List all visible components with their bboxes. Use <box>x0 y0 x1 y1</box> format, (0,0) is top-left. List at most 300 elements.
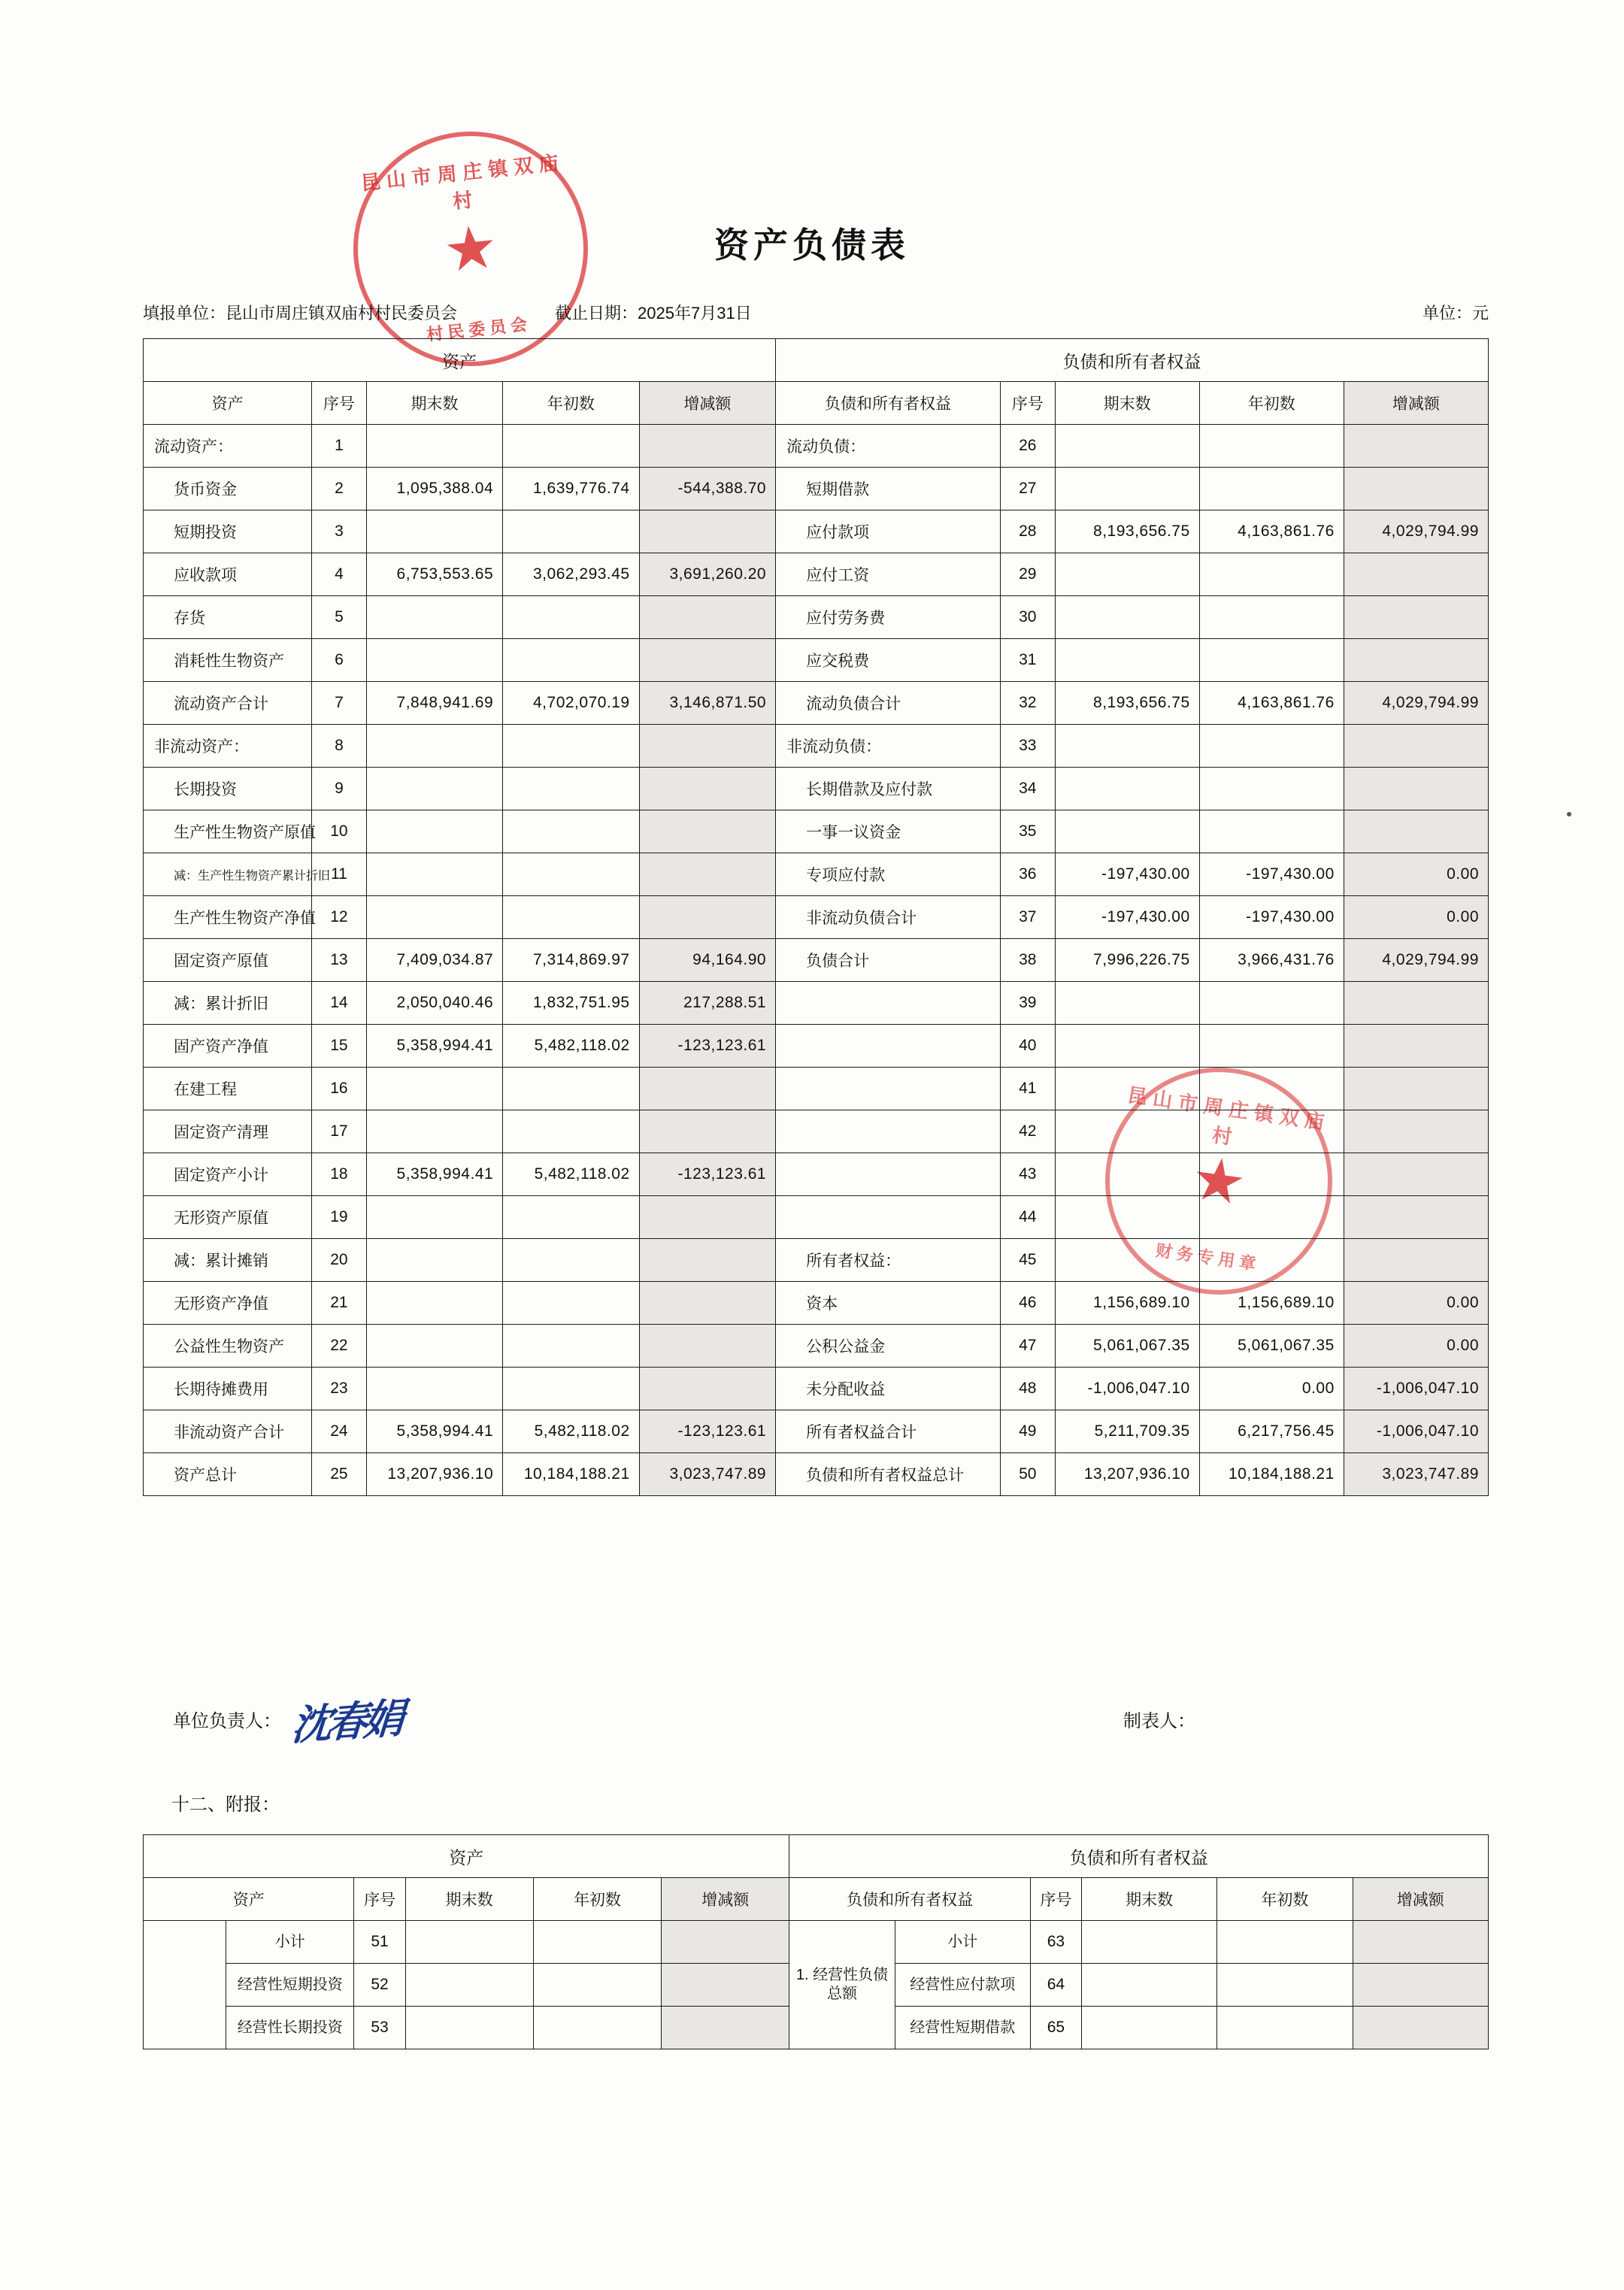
asset-year-begin <box>503 1368 639 1410</box>
liability-change <box>1344 1153 1488 1196</box>
asset-period-end <box>366 1196 502 1239</box>
header-group-liabilities: 负债和所有者权益 <box>776 339 1489 382</box>
liability-year-begin: 6,217,756.45 <box>1199 1410 1344 1453</box>
asset-year-begin <box>503 425 639 468</box>
asset-seq: 15 <box>312 1025 367 1068</box>
asset-change: -123,123.61 <box>639 1025 775 1068</box>
table-row <box>144 682 1489 725</box>
liability-name: 应付款项 <box>776 510 1001 553</box>
appendix-header-group-assets: 资产 <box>144 1835 789 1878</box>
table-row <box>144 468 1489 510</box>
liability-year-begin <box>1199 1239 1344 1282</box>
col-asset-seq: 序号 <box>312 382 367 425</box>
table-row <box>144 768 1489 810</box>
asset-year-begin <box>503 596 639 639</box>
liability-seq: 32 <box>1000 682 1055 725</box>
asset-name: 固定资产原值 <box>144 939 312 982</box>
asset-change: 217,288.51 <box>639 982 775 1025</box>
asset-name: 资产总计 <box>144 1453 312 1496</box>
liability-name: 资本 <box>776 1282 1001 1325</box>
asset-name: 短期投资 <box>144 510 312 553</box>
asset-year-begin: 1,832,751.95 <box>503 982 639 1025</box>
asset-period-end <box>366 1239 502 1282</box>
table-row <box>144 553 1489 596</box>
responsible-person-label: 单位负责人： <box>173 1711 281 1731</box>
liability-seq: 50 <box>1000 1453 1055 1496</box>
table-row <box>144 596 1489 639</box>
liability-name: 未分配收益 <box>776 1368 1001 1410</box>
liability-seq: 26 <box>1000 425 1055 468</box>
liability-year-begin <box>1199 982 1344 1025</box>
liability-seq: 48 <box>1000 1368 1055 1410</box>
asset-year-begin <box>503 1239 639 1282</box>
appendix-liability-name: 经营性应付款项 <box>895 1964 1030 2007</box>
liability-name: 短期借款 <box>776 468 1001 510</box>
appendix-asset-year-begin <box>533 2007 661 2049</box>
asset-seq: 19 <box>312 1196 367 1239</box>
liability-change <box>1344 1239 1488 1282</box>
appendix-asset-change <box>662 2007 789 2049</box>
appendix-title: 十二、附报： <box>171 1795 280 1815</box>
asset-year-begin: 4,702,070.19 <box>503 682 639 725</box>
table-row <box>144 1239 1489 1282</box>
asset-seq: 3 <box>312 510 367 553</box>
asset-year-begin <box>503 810 639 853</box>
asset-period-end: 7,409,034.87 <box>366 939 502 982</box>
liability-change <box>1344 1196 1488 1239</box>
liability-year-begin <box>1199 1110 1344 1153</box>
asset-period-end: 5,358,994.41 <box>366 1025 502 1068</box>
liability-period-end: 8,193,656.75 <box>1055 510 1199 553</box>
asset-year-begin <box>503 768 639 810</box>
asset-period-end: 7,848,941.69 <box>366 682 502 725</box>
asset-change: 94,164.90 <box>639 939 775 982</box>
liability-period-end: 5,211,709.35 <box>1055 1410 1199 1453</box>
asset-seq: 16 <box>312 1068 367 1110</box>
table-row <box>144 425 1489 468</box>
liability-period-end <box>1055 639 1199 682</box>
liability-change <box>1344 596 1488 639</box>
appendix-asset-seq: 51 <box>354 1921 405 1964</box>
table-row <box>144 1410 1489 1453</box>
asset-period-end: 13,207,936.10 <box>366 1453 502 1496</box>
appendix-asset-period-end <box>405 2007 533 2049</box>
asset-change <box>639 596 775 639</box>
liability-change: 4,029,794.99 <box>1344 939 1488 982</box>
liability-name: 负债和所有者权益总计 <box>776 1453 1001 1496</box>
liability-period-end <box>1055 425 1199 468</box>
report-date-label: 截止日期： <box>555 304 638 323</box>
asset-change <box>639 768 775 810</box>
appendix-liability-seq: 65 <box>1030 2007 1081 2049</box>
liability-year-begin <box>1199 725 1344 768</box>
asset-period-end <box>366 810 502 853</box>
seal2-bottom-text: 财务专用章 <box>1154 1240 1262 1274</box>
liability-change: 0.00 <box>1344 853 1488 896</box>
asset-seq: 9 <box>312 768 367 810</box>
appendix-col-asset-name: 资产 <box>144 1878 354 1921</box>
liability-year-begin <box>1199 1153 1344 1196</box>
asset-period-end: 2,050,040.46 <box>366 982 502 1025</box>
report-date <box>555 301 752 324</box>
appendix-asset-period-end <box>405 1921 533 1964</box>
liability-name: 专项应付款 <box>776 853 1001 896</box>
currency-unit-label: 单位：元 <box>1422 304 1489 323</box>
liability-seq: 49 <box>1000 1410 1055 1453</box>
asset-seq: 1 <box>312 425 367 468</box>
appendix-col-asset-period-end: 期末数 <box>405 1878 533 1921</box>
liability-change: 0.00 <box>1344 1282 1488 1325</box>
table-row <box>144 510 1489 553</box>
appendix-right-group-label: 1. 经营性负债总额 <box>789 1921 895 2049</box>
liability-change <box>1344 768 1488 810</box>
asset-name: 无形资产净值 <box>144 1282 312 1325</box>
liability-seq: 41 <box>1000 1068 1055 1110</box>
asset-change: -123,123.61 <box>639 1410 775 1453</box>
appendix-col-liability-year-begin: 年初数 <box>1217 1878 1353 1921</box>
asset-name: 在建工程 <box>144 1068 312 1110</box>
asset-change <box>639 896 775 939</box>
liability-year-begin <box>1199 553 1344 596</box>
asset-period-end <box>366 1068 502 1110</box>
liability-change: 0.00 <box>1344 896 1488 939</box>
asset-period-end <box>366 1325 502 1368</box>
asset-period-end <box>366 768 502 810</box>
asset-year-begin <box>503 1196 639 1239</box>
asset-change <box>639 510 775 553</box>
liability-seq: 35 <box>1000 810 1055 853</box>
liability-change <box>1344 1068 1488 1110</box>
seal-bottom-text: 村民委员会 <box>426 314 533 344</box>
liability-year-begin <box>1199 768 1344 810</box>
liability-period-end <box>1055 1025 1199 1068</box>
table-row <box>144 810 1489 853</box>
asset-name: 固产资产净值 <box>144 1025 312 1068</box>
asset-year-begin <box>503 1110 639 1153</box>
col-liability-change: 增减额 <box>1344 382 1488 425</box>
asset-change <box>639 1282 775 1325</box>
page-title: 资产负债表 <box>714 226 910 265</box>
appendix-liability-year-begin <box>1217 2007 1353 2049</box>
liability-seq: 39 <box>1000 982 1055 1025</box>
liability-name: 所有者权益： <box>776 1239 1001 1282</box>
liability-period-end <box>1055 468 1199 510</box>
liability-year-begin: 1,156,689.10 <box>1199 1282 1344 1325</box>
asset-seq: 12 <box>312 896 367 939</box>
asset-change <box>639 1325 775 1368</box>
liability-change <box>1344 468 1488 510</box>
asset-name: 应收款项 <box>144 553 312 596</box>
liability-period-end: 5,061,067.35 <box>1055 1325 1199 1368</box>
asset-period-end: 1,095,388.04 <box>366 468 502 510</box>
liability-period-end <box>1055 1239 1199 1282</box>
liability-seq: 36 <box>1000 853 1055 896</box>
liability-period-end: 8,193,656.75 <box>1055 682 1199 725</box>
seal-star-icon: ★ <box>440 212 501 285</box>
asset-year-begin: 5,482,118.02 <box>503 1153 639 1196</box>
liability-seq: 47 <box>1000 1325 1055 1368</box>
asset-period-end <box>366 1110 502 1153</box>
liability-name: 公积公益金 <box>776 1325 1001 1368</box>
asset-year-begin <box>503 725 639 768</box>
col-liability-period-end: 期末数 <box>1055 382 1199 425</box>
liability-year-begin: -197,430.00 <box>1199 896 1344 939</box>
asset-change: 3,691,260.20 <box>639 553 775 596</box>
asset-period-end: 5,358,994.41 <box>366 1153 502 1196</box>
liability-seq: 42 <box>1000 1110 1055 1153</box>
col-asset-period-end: 期末数 <box>366 382 502 425</box>
appendix-asset-period-end <box>405 1964 533 2007</box>
liability-name <box>776 1110 1001 1153</box>
asset-change <box>639 1068 775 1110</box>
asset-period-end <box>366 639 502 682</box>
appendix-liability-year-begin <box>1217 1964 1353 2007</box>
table-row <box>144 1153 1489 1196</box>
liability-seq: 40 <box>1000 1025 1055 1068</box>
table-row <box>144 896 1489 939</box>
liability-period-end <box>1055 1196 1199 1239</box>
asset-period-end <box>366 510 502 553</box>
appendix-asset-seq: 53 <box>354 2007 405 2049</box>
liability-name: 非流动负债： <box>776 725 1001 768</box>
col-asset-name: 资产 <box>144 382 312 425</box>
asset-change <box>639 1368 775 1410</box>
liability-period-end <box>1055 1153 1199 1196</box>
asset-seq: 24 <box>312 1410 367 1453</box>
asset-seq: 11 <box>312 853 367 896</box>
liability-change: 4,029,794.99 <box>1344 510 1488 553</box>
liability-seq: 45 <box>1000 1239 1055 1282</box>
liability-seq: 38 <box>1000 939 1055 982</box>
liability-seq: 37 <box>1000 896 1055 939</box>
liability-seq: 30 <box>1000 596 1055 639</box>
table-row <box>144 1068 1489 1110</box>
table-row <box>144 1110 1489 1153</box>
liability-year-begin: 5,061,067.35 <box>1199 1325 1344 1368</box>
liability-period-end: 13,207,936.10 <box>1055 1453 1199 1496</box>
asset-seq: 10 <box>312 810 367 853</box>
asset-change: 3,023,747.89 <box>639 1453 775 1496</box>
liability-year-begin <box>1199 1196 1344 1239</box>
table-row <box>144 1325 1489 1368</box>
liability-change <box>1344 982 1488 1025</box>
liability-year-begin <box>1199 1025 1344 1068</box>
appendix-liability-change <box>1353 1964 1488 2007</box>
asset-name: 流动资产合计 <box>144 682 312 725</box>
signature-row <box>173 1690 1451 1748</box>
liability-seq: 29 <box>1000 553 1055 596</box>
asset-year-begin <box>503 896 639 939</box>
liability-year-begin: 3,966,431.76 <box>1199 939 1344 982</box>
liability-change: 3,023,747.89 <box>1344 1453 1488 1496</box>
table-row <box>144 1196 1489 1239</box>
asset-change <box>639 639 775 682</box>
col-asset-change: 增减额 <box>639 382 775 425</box>
appendix-col-asset-change: 增减额 <box>662 1878 789 1921</box>
asset-period-end <box>366 425 502 468</box>
asset-year-begin <box>503 1325 639 1368</box>
asset-seq: 7 <box>312 682 367 725</box>
appendix-table <box>143 1834 1489 2049</box>
appendix-asset-year-begin <box>533 1964 661 2007</box>
report-date-value: 2025年7月31日 <box>638 304 752 323</box>
liability-year-begin <box>1199 596 1344 639</box>
liability-period-end <box>1055 1110 1199 1153</box>
liability-period-end: 7,996,226.75 <box>1055 939 1199 982</box>
asset-change <box>639 853 775 896</box>
asset-seq: 21 <box>312 1282 367 1325</box>
table-row <box>144 639 1489 682</box>
asset-period-end <box>366 596 502 639</box>
appendix-liability-seq: 64 <box>1030 1964 1081 2007</box>
appendix-liability-seq: 63 <box>1030 1921 1081 1964</box>
liability-change: 0.00 <box>1344 1325 1488 1368</box>
appendix-header-group-liabilities: 负债和所有者权益 <box>789 1835 1489 1878</box>
appendix-liability-change <box>1353 1921 1488 1964</box>
asset-year-begin <box>503 1282 639 1325</box>
asset-year-begin: 10,184,188.21 <box>503 1453 639 1496</box>
liability-name: 负债合计 <box>776 939 1001 982</box>
asset-period-end <box>366 725 502 768</box>
asset-seq: 18 <box>312 1153 367 1196</box>
liability-change: 4,029,794.99 <box>1344 682 1488 725</box>
asset-name: 非流动资产： <box>144 725 312 768</box>
liability-name: 流动负债： <box>776 425 1001 468</box>
asset-seq: 6 <box>312 639 367 682</box>
liability-name <box>776 982 1001 1025</box>
col-liability-seq: 序号 <box>1000 382 1055 425</box>
liability-year-begin: 4,163,861.76 <box>1199 682 1344 725</box>
asset-year-begin <box>503 639 639 682</box>
asset-year-begin: 5,482,118.02 <box>503 1410 639 1453</box>
filler-unit-label: 填报单位： <box>143 304 226 323</box>
appendix-row <box>144 1921 1489 1964</box>
asset-period-end: 5,358,994.41 <box>366 1410 502 1453</box>
liability-change <box>1344 639 1488 682</box>
liability-period-end <box>1055 982 1199 1025</box>
liability-change <box>1344 1110 1488 1153</box>
asset-change: -123,123.61 <box>639 1153 775 1196</box>
document-meta <box>143 301 1489 324</box>
asset-year-begin: 3,062,293.45 <box>503 553 639 596</box>
liability-change: -1,006,047.10 <box>1344 1368 1488 1410</box>
asset-seq: 20 <box>312 1239 367 1282</box>
asset-seq: 2 <box>312 468 367 510</box>
asset-name: 流动资产： <box>144 425 312 468</box>
liability-period-end <box>1055 768 1199 810</box>
col-liability-year-begin: 年初数 <box>1199 382 1344 425</box>
liability-name: 应付劳务费 <box>776 596 1001 639</box>
asset-seq: 5 <box>312 596 367 639</box>
asset-seq: 25 <box>312 1453 367 1496</box>
appendix-col-asset-seq: 序号 <box>354 1878 405 1921</box>
asset-year-begin: 1,639,776.74 <box>503 468 639 510</box>
liability-name <box>776 1153 1001 1196</box>
asset-period-end <box>366 896 502 939</box>
liability-name: 所有者权益合计 <box>776 1410 1001 1453</box>
asset-period-end <box>366 1282 502 1325</box>
liability-change <box>1344 553 1488 596</box>
liability-period-end: 1,156,689.10 <box>1055 1282 1199 1325</box>
filler-unit-value: 昆山市周庄镇双庙村村民委员会 <box>226 304 458 323</box>
asset-change <box>639 425 775 468</box>
table-row <box>144 853 1489 896</box>
liability-year-begin <box>1199 425 1344 468</box>
liability-period-end <box>1055 810 1199 853</box>
appendix-left-group-label <box>144 1921 226 2049</box>
table-row <box>144 1368 1489 1410</box>
asset-name: 无形资产原值 <box>144 1196 312 1239</box>
asset-change <box>639 1196 775 1239</box>
liability-year-begin <box>1199 1068 1344 1110</box>
appendix-asset-seq: 52 <box>354 1964 405 2007</box>
table-row <box>144 1025 1489 1068</box>
asset-period-end: 6,753,553.65 <box>366 553 502 596</box>
appendix-liability-name: 小计 <box>895 1921 1030 1964</box>
liability-period-end: -197,430.00 <box>1055 896 1199 939</box>
liability-year-begin: -197,430.00 <box>1199 853 1344 896</box>
asset-name: 固定资产清理 <box>144 1110 312 1153</box>
liability-seq: 43 <box>1000 1153 1055 1196</box>
header-group-assets: 资产 <box>144 339 776 382</box>
liability-period-end: -197,430.00 <box>1055 853 1199 896</box>
asset-name: 长期待摊费用 <box>144 1368 312 1410</box>
appendix-liability-period-end <box>1081 1964 1216 2007</box>
asset-year-begin: 5,482,118.02 <box>503 1025 639 1068</box>
asset-name: 货币资金 <box>144 468 312 510</box>
liability-year-begin <box>1199 810 1344 853</box>
liability-period-end <box>1055 1068 1199 1110</box>
liability-seq: 34 <box>1000 768 1055 810</box>
col-asset-year-begin: 年初数 <box>503 382 639 425</box>
asset-name: 存货 <box>144 596 312 639</box>
appendix-asset-name: 经营性长期投资 <box>226 2007 354 2049</box>
asset-year-begin <box>503 853 639 896</box>
appendix-col-liability-name: 负债和所有者权益 <box>789 1878 1031 1921</box>
asset-change <box>639 725 775 768</box>
col-liability-name: 负债和所有者权益 <box>776 382 1001 425</box>
liability-name: 一事一议资金 <box>776 810 1001 853</box>
asset-name: 减：累计折旧 <box>144 982 312 1025</box>
asset-seq: 13 <box>312 939 367 982</box>
page-mark <box>1567 812 1571 816</box>
appendix-col-asset-year-begin: 年初数 <box>533 1878 661 1921</box>
liability-period-end <box>1055 553 1199 596</box>
liability-name: 非流动负债合计 <box>776 896 1001 939</box>
preparer-label: 制表人： <box>1123 1711 1195 1731</box>
appendix-asset-change <box>662 1921 789 1964</box>
appendix-liability-name: 经营性短期借款 <box>895 2007 1030 2049</box>
appendix-col-liability-seq: 序号 <box>1030 1878 1081 1921</box>
asset-change <box>639 810 775 853</box>
asset-name: 固定资产小计 <box>144 1153 312 1196</box>
asset-name: 非流动资产合计 <box>144 1410 312 1453</box>
asset-period-end <box>366 1368 502 1410</box>
liability-year-begin: 10,184,188.21 <box>1199 1453 1344 1496</box>
liability-year-begin <box>1199 468 1344 510</box>
liability-name <box>776 1196 1001 1239</box>
asset-change <box>639 1239 775 1282</box>
seal-top-text: 昆山市周庄镇双庙村 <box>359 150 566 214</box>
asset-name: 生产性生物资产原值 <box>144 810 312 853</box>
asset-seq: 22 <box>312 1325 367 1368</box>
liability-change <box>1344 810 1488 853</box>
asset-change: 3,146,871.50 <box>639 682 775 725</box>
liability-seq: 46 <box>1000 1282 1055 1325</box>
asset-seq: 17 <box>312 1110 367 1153</box>
asset-name: 减：累计摊销 <box>144 1239 312 1282</box>
asset-year-begin: 7,314,869.97 <box>503 939 639 982</box>
